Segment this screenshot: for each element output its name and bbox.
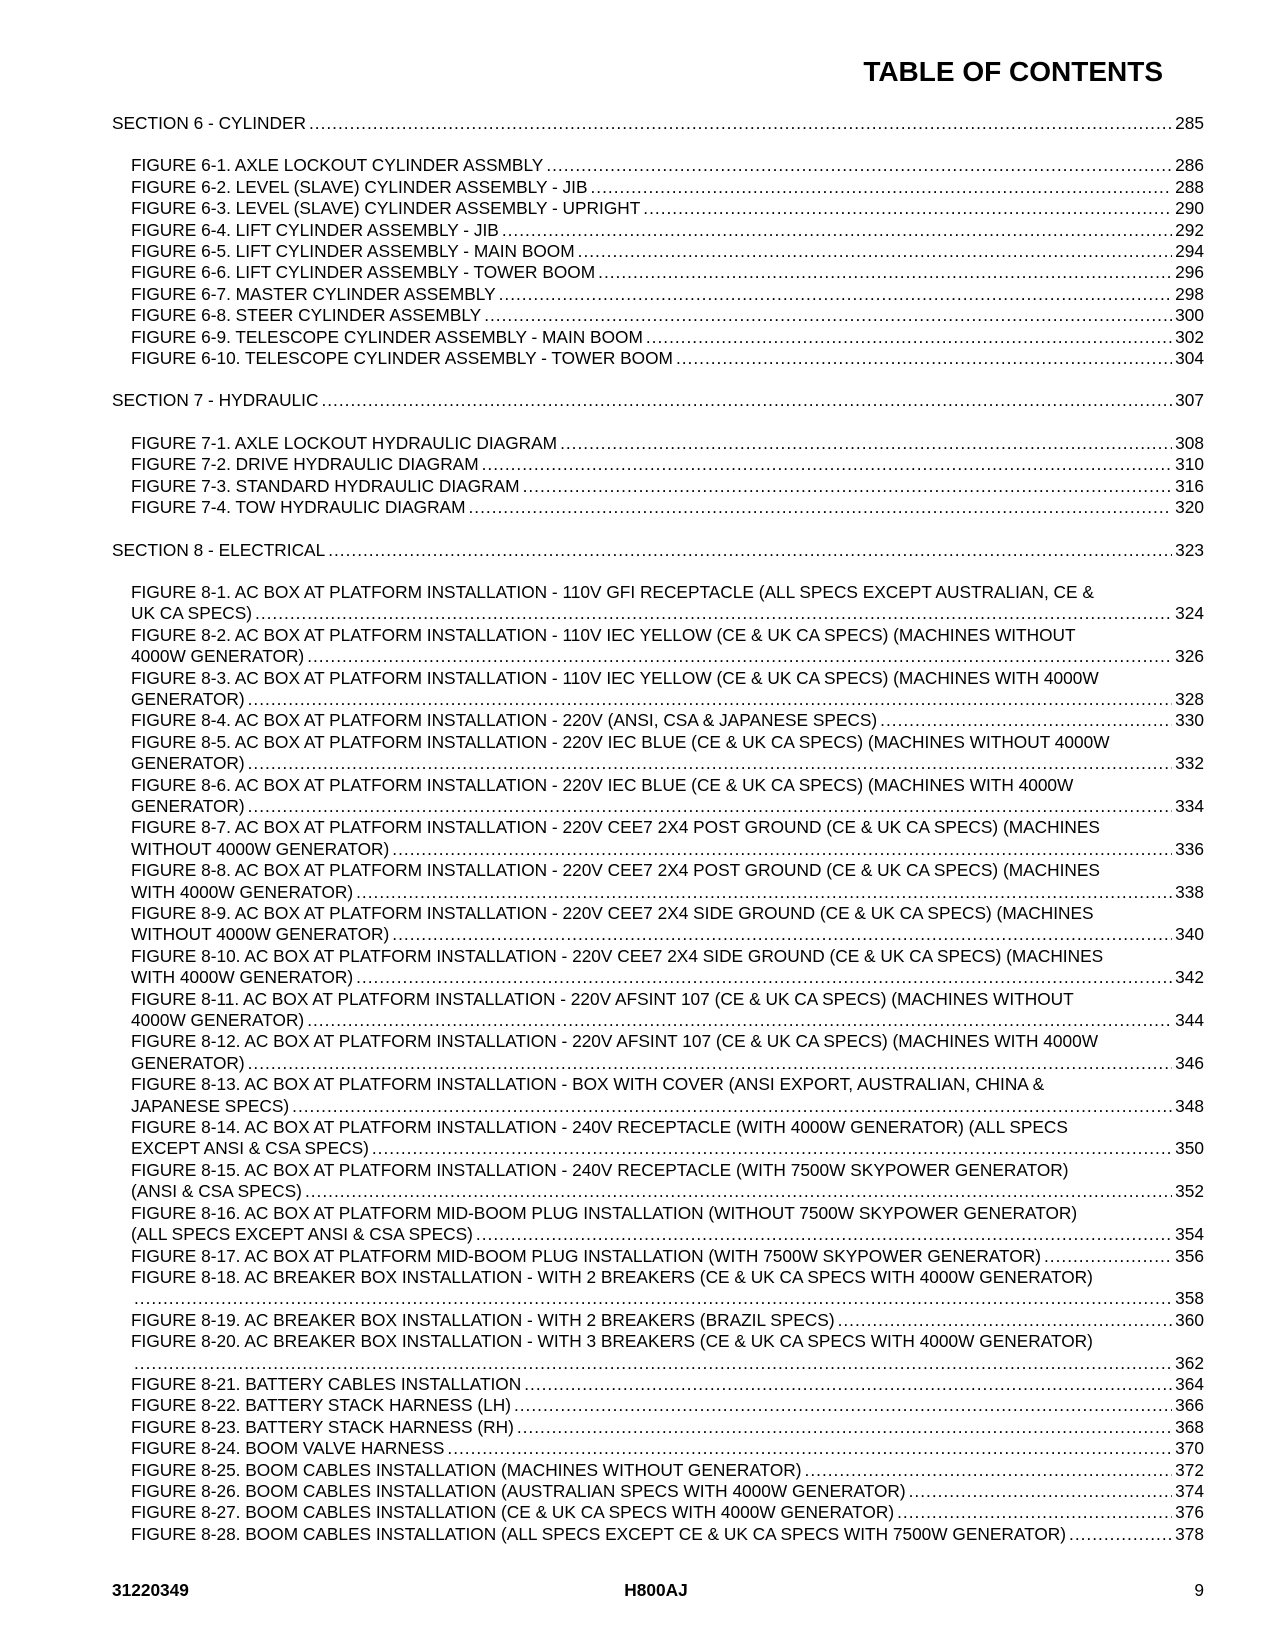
toc-figure-entry[interactable] xyxy=(112,946,1204,989)
toc-entry-row xyxy=(131,1438,1204,1459)
toc-entry-row xyxy=(131,1053,1204,1074)
toc-entry-row xyxy=(131,1010,1204,1031)
toc-entry-title: FIGURE 8-22. BATTERY STACK HARNESS (LH) xyxy=(131,1395,511,1416)
toc-entry-title-line: FIGURE 8-3. AC BOX AT PLATFORM INSTALLATION - 110V IEC YELLOW (CE & UK CA SPECS) (MACHINES WITH 4000W xyxy=(131,667,1099,688)
toc-entry-page-number: 286 xyxy=(1175,155,1204,176)
toc-entry-page-number: 316 xyxy=(1175,475,1204,496)
toc-entry-row xyxy=(112,390,1204,411)
toc-entry-title: FIGURE 6-4. LIFT CYLINDER ASSEMBLY - JIB xyxy=(131,219,499,240)
toc-entry-row xyxy=(131,1310,1204,1331)
toc-figure-entry[interactable] xyxy=(112,1074,1204,1117)
toc-entry-page-number: 288 xyxy=(1175,176,1204,197)
toc-figure-entry[interactable] xyxy=(112,241,1204,262)
toc-entry-row xyxy=(131,924,1204,945)
dot-leader xyxy=(482,454,1173,475)
dot-leader xyxy=(447,1438,1172,1459)
toc-entry-row xyxy=(131,497,1204,518)
toc-entry-row xyxy=(131,839,1204,860)
toc-entry-title: (ALL SPECS EXCEPT ANSI & CSA SPECS) xyxy=(131,1224,473,1245)
toc-entry-page-number: 346 xyxy=(1175,1052,1204,1073)
toc-figure-entry[interactable] xyxy=(112,1267,1204,1310)
toc-entry-page-number: 364 xyxy=(1175,1373,1204,1394)
toc-entry-title: SECTION 6 - CYLINDER xyxy=(112,113,306,133)
toc-entry-row xyxy=(131,753,1204,774)
toc-entry-page-number: 298 xyxy=(1175,283,1204,304)
toc-figure-entry[interactable] xyxy=(112,1502,1204,1523)
toc-figure-entry[interactable] xyxy=(112,1524,1204,1545)
toc-entry-page-number: 348 xyxy=(1175,1095,1204,1116)
toc-entry-page-number: 358 xyxy=(1175,1288,1204,1309)
dot-leader xyxy=(484,305,1172,326)
toc-entry-row xyxy=(131,241,1204,262)
toc-figure-entry[interactable] xyxy=(112,1374,1204,1395)
toc-figure-entry[interactable] xyxy=(112,1395,1204,1416)
toc-entry-row xyxy=(131,454,1204,475)
toc-entry-title-line: FIGURE 8-5. AC BOX AT PLATFORM INSTALLATION - 220V IEC BLUE (CE & UK CA SPECS) (MACHINES WITHOUT 4000W xyxy=(131,731,1110,752)
toc-entry-title: FIGURE 8-19. AC BREAKER BOX INSTALLATION - WITH 2 BREAKERS (BRAZIL SPECS) xyxy=(131,1309,835,1330)
toc-entry-page-number: 362 xyxy=(1175,1352,1204,1373)
dot-leader xyxy=(1069,1524,1172,1545)
toc-entry-title: WITHOUT 4000W GENERATOR) xyxy=(131,838,390,859)
dot-leader xyxy=(646,327,1172,348)
toc-entry-title: WITHOUT 4000W GENERATOR) xyxy=(131,924,390,945)
toc-entry-page-number: 352 xyxy=(1175,1181,1204,1202)
dot-leader xyxy=(476,1224,1172,1245)
toc-entry-row xyxy=(131,1181,1204,1202)
toc-figure-entry[interactable] xyxy=(112,1417,1204,1438)
toc-entry-page-number: 334 xyxy=(1175,795,1204,816)
dot-leader xyxy=(468,497,1172,518)
toc-entry-page-number: 328 xyxy=(1175,688,1204,709)
toc-entry-title: FIGURE 6-10. TELESCOPE CYLINDER ASSEMBLY - TOWER BOOM xyxy=(131,348,673,369)
dot-leader xyxy=(134,1353,1172,1374)
toc-entry-title-line: FIGURE 8-9. AC BOX AT PLATFORM INSTALLATION - 220V CEE7 2X4 SIDE GROUND (CE & UK CA SPECS) (MACHINES xyxy=(131,903,1094,923)
dot-leader xyxy=(523,476,1173,497)
toc-entry-row xyxy=(131,262,1204,283)
toc-figure-entry[interactable] xyxy=(112,1246,1204,1267)
dot-leader xyxy=(321,390,1172,411)
toc-figure-entry[interactable] xyxy=(112,220,1204,241)
toc-entry-title: EXCEPT ANSI & CSA SPECS) xyxy=(131,1138,369,1159)
toc-entry-page-number: 336 xyxy=(1175,838,1204,859)
toc-entry-row xyxy=(131,155,1204,176)
toc-entry-row xyxy=(131,1246,1204,1267)
toc-entry-title: FIGURE 7-1. AXLE LOCKOUT HYDRAULIC DIAGRAM xyxy=(131,432,558,453)
dot-leader xyxy=(305,1181,1172,1202)
toc-entry-row xyxy=(131,710,1204,731)
toc-entry-row xyxy=(131,1374,1204,1395)
toc-entry-page-number: 374 xyxy=(1175,1480,1204,1501)
toc-figure-entry[interactable] xyxy=(112,262,1204,283)
toc-entry-row xyxy=(131,433,1204,454)
toc-entry-page-number: 354 xyxy=(1175,1224,1204,1245)
toc-entry-page-number: 344 xyxy=(1175,1010,1204,1031)
dot-leader xyxy=(392,839,1172,860)
dot-leader xyxy=(307,1010,1172,1031)
toc-entry-title: UK CA SPECS) xyxy=(131,603,253,624)
toc-entry-title: FIGURE 8-4. AC BOX AT PLATFORM INSTALLATION - 220V (ANSI, CSA & JAPANESE SPECS) xyxy=(131,710,878,731)
toc-entry-title: FIGURE 6-7. MASTER CYLINDER ASSEMBLY xyxy=(131,283,496,304)
toc-entry-row xyxy=(131,1224,1204,1245)
toc-entry-page-number: 332 xyxy=(1175,753,1204,774)
toc-entry-title-line: FIGURE 8-15. AC BOX AT PLATFORM INSTALLATION - 240V RECEPTACLE (WITH 7500W SKYPOWER GENERATOR) xyxy=(131,1159,1069,1180)
dot-leader xyxy=(546,155,1172,176)
toc-figure-entry[interactable] xyxy=(112,1438,1204,1459)
toc-figure-entry[interactable] xyxy=(112,775,1204,818)
toc-entry-row xyxy=(131,882,1204,903)
toc-figure-entry[interactable] xyxy=(112,177,1204,198)
toc-entry-row xyxy=(131,476,1204,497)
toc-entry-page-number: 378 xyxy=(1175,1523,1204,1544)
toc-figure-entry[interactable] xyxy=(112,732,1204,775)
toc-entry-title: FIGURE 8-27. BOOM CABLES INSTALLATION (CE & UK CA SPECS WITH 4000W GENERATOR) xyxy=(131,1502,895,1523)
toc-figure-entry[interactable] xyxy=(112,817,1204,860)
toc-figure-entry[interactable] xyxy=(112,1031,1204,1074)
toc-entry-page-number: 292 xyxy=(1175,219,1204,240)
toc-entry-page-number: 294 xyxy=(1175,241,1204,262)
toc-entry-row xyxy=(131,1353,1204,1374)
toc-entry-title: (ANSI & CSA SPECS) xyxy=(131,1181,302,1202)
dot-leader xyxy=(560,433,1172,454)
toc-entry-row xyxy=(131,689,1204,710)
toc-entry-page-number: 302 xyxy=(1175,326,1204,347)
toc-figure-entry[interactable] xyxy=(112,860,1204,903)
footer-model: H800AJ xyxy=(624,1580,688,1600)
toc-section-entry[interactable] xyxy=(112,113,1204,134)
toc-entry-page-number: 300 xyxy=(1175,305,1204,326)
toc-entry-title-line: FIGURE 8-10. AC BOX AT PLATFORM INSTALLATION - 220V CEE7 2X4 SIDE GROUND (CE & UK CA SPECS) (MACHINES xyxy=(131,945,1104,966)
dot-leader xyxy=(578,241,1173,262)
toc-figure-entry[interactable] xyxy=(112,1310,1204,1331)
table-of-contents xyxy=(112,113,1204,1545)
toc-entry-page-number: 307 xyxy=(1175,390,1204,411)
toc-entry-row xyxy=(131,1138,1204,1159)
dot-leader xyxy=(307,646,1172,667)
toc-entry-row xyxy=(131,327,1204,348)
toc-figure-entry[interactable] xyxy=(112,284,1204,305)
toc-entry-page-number: 308 xyxy=(1175,432,1204,453)
toc-entry-title-line: FIGURE 8-2. AC BOX AT PLATFORM INSTALLATION - 110V IEC YELLOW (CE & UK CA SPECS) (MACHINES WITHOUT xyxy=(131,624,1076,645)
toc-entry-title: FIGURE 8-23. BATTERY STACK HARNESS (RH) xyxy=(131,1416,514,1437)
toc-entry-page-number: 368 xyxy=(1175,1416,1204,1437)
toc-entry-title-line: FIGURE 8-20. AC BREAKER BOX INSTALLATION - WITH 3 BREAKERS (CE & UK CA SPECS WITH 4000W GENERATOR) xyxy=(131,1331,1093,1352)
toc-entry-title: FIGURE 8-25. BOOM CABLES INSTALLATION (MACHINES WITHOUT GENERATOR) xyxy=(131,1459,802,1480)
dot-leader xyxy=(514,1395,1172,1416)
toc-entry-title-line: FIGURE 8-16. AC BOX AT PLATFORM MID-BOOM PLUG INSTALLATION (WITHOUT 7500W SKYPOWER GENERATOR) xyxy=(131,1202,1078,1223)
toc-entry-page-number: 304 xyxy=(1175,348,1204,369)
dot-leader xyxy=(499,284,1173,305)
toc-entry-page-number: 376 xyxy=(1175,1502,1204,1523)
toc-figure-entry[interactable] xyxy=(112,1460,1204,1481)
toc-entry-page-number: 342 xyxy=(1175,967,1204,988)
toc-entry-row xyxy=(131,1288,1204,1309)
toc-entry-row xyxy=(131,198,1204,219)
toc-entry-page-number: 330 xyxy=(1175,710,1204,731)
toc-entry-row xyxy=(131,220,1204,241)
dot-leader xyxy=(356,967,1172,988)
toc-figure-entry[interactable] xyxy=(112,710,1204,731)
toc-entry-title: FIGURE 6-3. LEVEL (SLAVE) CYLINDER ASSEMBLY - UPRIGHT xyxy=(131,198,641,219)
toc-section-entry[interactable] xyxy=(112,540,1204,561)
page-title: TABLE OF CONTENTS xyxy=(863,56,1163,87)
dot-leader xyxy=(356,882,1172,903)
toc-entry-title-line: FIGURE 8-12. AC BOX AT PLATFORM INSTALLATION - 220V AFSINT 107 (CE & UK CA SPECS) (MACHINES WITH 4000W xyxy=(131,1031,1099,1052)
toc-figure-entry[interactable] xyxy=(112,1481,1204,1502)
toc-figure-entry[interactable] xyxy=(112,348,1204,369)
toc-entry-title: FIGURE 7-4. TOW HYDRAULIC DIAGRAM xyxy=(131,497,466,518)
toc-entry-title-line: FIGURE 8-7. AC BOX AT PLATFORM INSTALLATION - 220V CEE7 2X4 POST GROUND (CE & UK CA SPECS) (MACHINES xyxy=(131,817,1100,838)
toc-entry-row xyxy=(131,1502,1204,1523)
toc-entry-title: WITH 4000W GENERATOR) xyxy=(131,967,354,988)
toc-entry-title: FIGURE 6-5. LIFT CYLINDER ASSEMBLY - MAIN BOOM xyxy=(131,241,575,262)
dot-leader xyxy=(909,1481,1173,1502)
dot-leader xyxy=(292,1096,1172,1117)
toc-entry-row xyxy=(131,1460,1204,1481)
toc-entry-title: GENERATOR) xyxy=(131,1052,245,1073)
toc-entry-title: WITH 4000W GENERATOR) xyxy=(131,881,354,902)
toc-figure-entry[interactable] xyxy=(112,1117,1204,1160)
toc-entry-row xyxy=(112,540,1204,561)
dot-leader xyxy=(517,1417,1172,1438)
dot-leader xyxy=(591,177,1173,198)
dot-leader xyxy=(248,753,1173,774)
footer-page-number: 9 xyxy=(1194,1580,1204,1600)
toc-entry-row xyxy=(131,177,1204,198)
toc-entry-title: FIGURE 7-3. STANDARD HYDRAULIC DIAGRAM xyxy=(131,475,520,496)
toc-entry-title: FIGURE 8-26. BOOM CABLES INSTALLATION (AUSTRALIAN SPECS WITH 4000W GENERATOR) xyxy=(131,1480,906,1501)
dot-leader xyxy=(248,1053,1173,1074)
dot-leader xyxy=(309,113,1172,134)
toc-entry-title: GENERATOR) xyxy=(131,688,245,709)
toc-entry-page-number: 296 xyxy=(1175,262,1204,283)
toc-figure-entry[interactable] xyxy=(112,625,1204,668)
toc-entry-row xyxy=(131,1395,1204,1416)
toc-entry-title-line: FIGURE 8-14. AC BOX AT PLATFORM INSTALLATION - 240V RECEPTACLE (WITH 4000W GENERATOR) (ALL SPECS xyxy=(131,1117,1068,1138)
footer-doc-number: 31220349 xyxy=(112,1580,189,1600)
toc-entry-row xyxy=(131,967,1204,988)
toc-entry-title: FIGURE 6-6. LIFT CYLINDER ASSEMBLY - TOWER BOOM xyxy=(131,262,596,283)
toc-entry-page-number: 370 xyxy=(1175,1438,1204,1459)
dot-leader xyxy=(676,348,1172,369)
toc-figure-entry[interactable] xyxy=(112,198,1204,219)
toc-entry-page-number: 324 xyxy=(1175,603,1204,624)
toc-entry-title: 4000W GENERATOR) xyxy=(131,646,305,667)
toc-entry-page-number: 350 xyxy=(1175,1138,1204,1159)
dot-leader xyxy=(328,540,1172,561)
dot-leader xyxy=(897,1502,1172,1523)
toc-entry-page-number: 366 xyxy=(1175,1395,1204,1416)
toc-entry-row xyxy=(131,1417,1204,1438)
toc-entry-page-number: 310 xyxy=(1175,454,1204,475)
toc-entry-title: FIGURE 7-2. DRIVE HYDRAULIC DIAGRAM xyxy=(131,454,479,475)
toc-entry-title: SECTION 8 - ELECTRICAL xyxy=(112,539,326,560)
toc-entry-title: GENERATOR) xyxy=(131,795,245,816)
toc-entry-title-line: FIGURE 8-18. AC BREAKER BOX INSTALLATION - WITH 2 BREAKERS (CE & UK CA SPECS WITH 4000W GENERATOR) xyxy=(131,1266,1093,1287)
toc-section-entry[interactable] xyxy=(112,390,1204,411)
toc-entry-row xyxy=(131,796,1204,817)
dot-leader xyxy=(643,198,1172,219)
dot-leader xyxy=(880,710,1172,731)
toc-entry-title: SECTION 7 - HYDRAULIC xyxy=(112,390,319,411)
toc-entry-title-line: FIGURE 8-1. AC BOX AT PLATFORM INSTALLATION - 110V GFI RECEPTACLE (ALL SPECS EXCEPT AUSTRALIAN, CE & xyxy=(131,581,1094,602)
dot-leader xyxy=(248,796,1173,817)
dot-leader xyxy=(502,220,1172,241)
dot-leader xyxy=(372,1138,1172,1159)
toc-entry-row xyxy=(131,1481,1204,1502)
toc-entry-title: GENERATOR) xyxy=(131,753,245,774)
toc-entry-page-number: 326 xyxy=(1175,646,1204,667)
toc-entry-row xyxy=(131,348,1204,369)
toc-figure-entry[interactable] xyxy=(112,454,1204,475)
toc-figure-entry[interactable] xyxy=(112,476,1204,497)
toc-entry-row xyxy=(131,305,1204,326)
toc-entry-title-line: FIGURE 8-8. AC BOX AT PLATFORM INSTALLATION - 220V CEE7 2X4 POST GROUND (CE & UK CA SPECS) (MACHINES xyxy=(131,860,1100,881)
toc-entry-title: JAPANESE SPECS) xyxy=(131,1095,290,1116)
toc-figure-entry[interactable] xyxy=(112,582,1204,625)
toc-entry-page-number: 338 xyxy=(1175,881,1204,902)
toc-figure-entry[interactable] xyxy=(112,305,1204,326)
toc-entry-row xyxy=(131,1524,1204,1545)
toc-entry-title: FIGURE 8-24. BOOM VALVE HARNESS xyxy=(131,1438,445,1459)
toc-entry-row xyxy=(131,284,1204,305)
toc-entry-page-number: 320 xyxy=(1175,497,1204,518)
toc-figure-entry[interactable] xyxy=(112,903,1204,946)
dot-leader xyxy=(524,1374,1172,1395)
toc-entry-row xyxy=(131,603,1204,624)
dot-leader xyxy=(1044,1246,1172,1267)
toc-figure-entry[interactable] xyxy=(112,989,1204,1032)
toc-entry-page-number: 340 xyxy=(1175,924,1204,945)
toc-entry-title-line: FIGURE 8-11. AC BOX AT PLATFORM INSTALLATION - 220V AFSINT 107 (CE & UK CA SPECS) (MACHINES WITHOUT xyxy=(131,988,1074,1009)
toc-entry-page-number: 356 xyxy=(1175,1245,1204,1266)
toc-entry-page-number: 290 xyxy=(1175,198,1204,219)
toc-entry-row xyxy=(112,113,1204,134)
toc-figure-entry[interactable] xyxy=(112,497,1204,518)
toc-entry-title: FIGURE 6-1. AXLE LOCKOUT CYLINDER ASSMBLY xyxy=(131,155,544,176)
toc-entry-row xyxy=(131,646,1204,667)
toc-figure-entry[interactable] xyxy=(112,1331,1204,1374)
toc-entry-title-line: FIGURE 8-13. AC BOX AT PLATFORM INSTALLATION - BOX WITH COVER (ANSI EXPORT, AUSTRALIAN, CHINA & xyxy=(131,1074,1045,1095)
toc-figure-entry[interactable] xyxy=(112,1160,1204,1203)
dot-leader xyxy=(255,603,1172,624)
toc-figure-entry[interactable] xyxy=(112,327,1204,348)
dot-leader xyxy=(805,1460,1173,1481)
toc-entry-title: 4000W GENERATOR) xyxy=(131,1010,305,1031)
toc-entry-title: FIGURE 8-17. AC BOX AT PLATFORM MID-BOOM PLUG INSTALLATION (WITH 7500W SKYPOWER GENERATOR) xyxy=(131,1245,1041,1266)
toc-entry-title: FIGURE 6-8. STEER CYLINDER ASSEMBLY xyxy=(131,305,482,326)
dot-leader xyxy=(134,1288,1172,1309)
toc-figure-entry[interactable] xyxy=(112,155,1204,176)
toc-entry-title-line: FIGURE 8-6. AC BOX AT PLATFORM INSTALLATION - 220V IEC BLUE (CE & UK CA SPECS) (MACHINES WITH 4000W xyxy=(131,774,1074,795)
toc-figure-entry[interactable] xyxy=(112,668,1204,711)
toc-entry-row xyxy=(131,1096,1204,1117)
toc-figure-entry[interactable] xyxy=(112,433,1204,454)
toc-entry-title: FIGURE 8-21. BATTERY CABLES INSTALLATION xyxy=(131,1373,522,1394)
toc-entry-page-number: 372 xyxy=(1175,1459,1204,1480)
toc-entry-title: FIGURE 6-9. TELESCOPE CYLINDER ASSEMBLY - MAIN BOOM xyxy=(131,326,643,347)
dot-leader xyxy=(598,262,1172,283)
page-footer xyxy=(112,1580,1204,1604)
toc-entry-page-number: 323 xyxy=(1175,539,1204,560)
toc-entry-page-number: 360 xyxy=(1175,1309,1204,1330)
dot-leader xyxy=(838,1310,1173,1331)
toc-entry-page-number: 285 xyxy=(1175,113,1204,133)
toc-entry-title: FIGURE 6-2. LEVEL (SLAVE) CYLINDER ASSEMBLY - JIB xyxy=(131,176,588,197)
dot-leader xyxy=(392,924,1172,945)
toc-entry-title: FIGURE 8-28. BOOM CABLES INSTALLATION (ALL SPECS EXCEPT CE & UK CA SPECS WITH 7500W GENERATOR) xyxy=(131,1523,1067,1544)
dot-leader xyxy=(248,689,1173,710)
toc-figure-entry[interactable] xyxy=(112,1203,1204,1246)
